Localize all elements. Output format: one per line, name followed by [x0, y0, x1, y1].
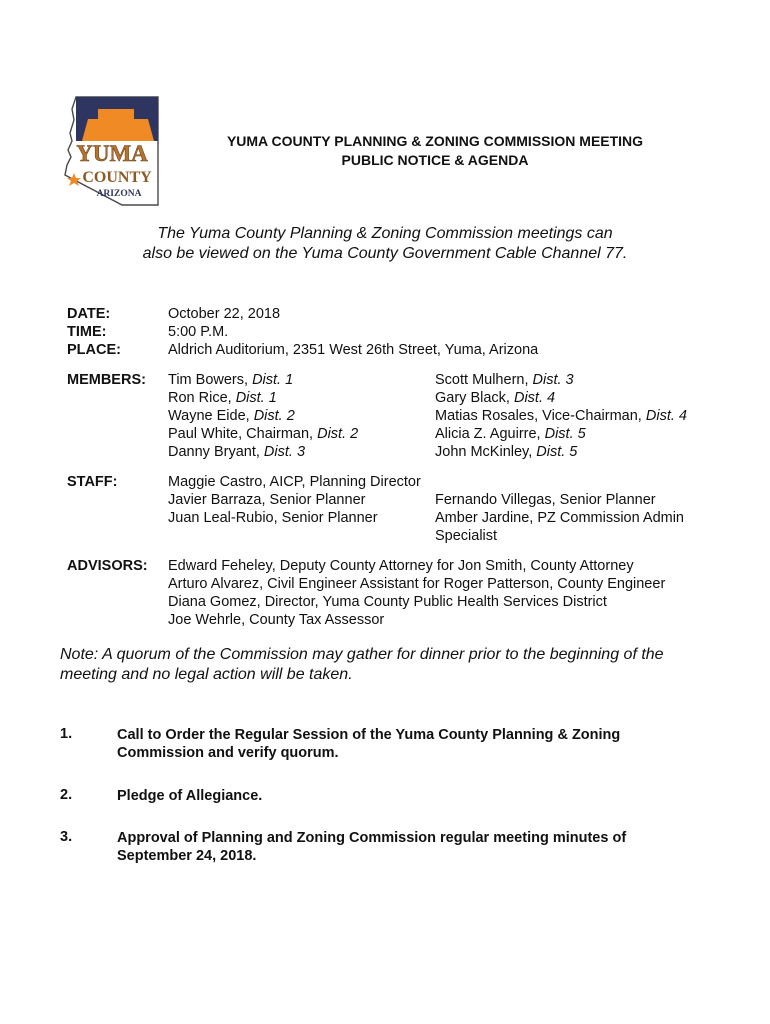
agenda-item-minutes-approval: Approval of Planning and Zoning Commission regular meeting minutes of September 24, 2018. — [117, 830, 627, 864]
advisor-entry: Edward Feheley, Deputy County Attorney for Jon Smith, County Attorney — [168, 558, 634, 574]
staff-label: STAFF: — [67, 474, 118, 490]
advisors-label: ADVISORS: — [67, 558, 148, 574]
yuma-county-logo — [62, 95, 160, 207]
advisor-entry: Diana Gomez, Director, Yuma County Public Health Services District — [168, 594, 607, 610]
member-entry: Wayne Eide, Dist. 2 — [168, 408, 295, 424]
quorum-note-line-2: meeting and no legal action will be taken. — [60, 666, 353, 683]
member-entry: Scott Mulhern, Dist. 3 — [435, 372, 574, 388]
member-entry: John McKinley, Dist. 5 — [435, 444, 578, 460]
member-entry: Gary Black, Dist. 4 — [435, 390, 556, 406]
intro-line-1: The Yuma County Planning & Zoning Commission meetings can — [157, 225, 613, 242]
agenda-item-number: 2. — [60, 787, 73, 803]
members-label: MEMBERS: — [67, 372, 146, 388]
advisor-entry: Arturo Alvarez, Civil Engineer Assistant for Roger Patterson, County Engineer — [168, 576, 666, 592]
member-entry: Paul White, Chairman, Dist. 2 — [168, 426, 359, 442]
intro-line-2: also be viewed on the Yuma County Government Cable Channel 77. — [142, 245, 628, 262]
agenda-item-number: 1. — [60, 726, 73, 742]
member-entry: Alicia Z. Aguirre, Dist. 5 — [435, 426, 586, 442]
time-label: TIME: — [67, 324, 107, 340]
staff-director: Maggie Castro, AICP, Planning Director — [168, 474, 421, 490]
member-entry: Danny Bryant, Dist. 3 — [168, 444, 306, 460]
date-value: October 22, 2018 — [168, 306, 281, 322]
time-value: 5:00 P.M. — [168, 324, 229, 340]
agenda-item-pledge: Pledge of Allegiance. — [117, 788, 263, 804]
agenda-item-call-to-order: Call to Order the Regular Session of the Yuma County Planning & Zoning Commission and verify quorum. — [117, 727, 621, 761]
place-value: Aldrich Auditorium, 2351 West 26th Street, Yuma, Arizona — [168, 342, 539, 358]
document-title: YUMA COUNTY PLANNING & ZONING COMMISSION MEETING — [226, 133, 644, 149]
advisor-entry: Joe Wehrle, County Tax Assessor — [168, 612, 385, 628]
quorum-note-line-1: Note: A quorum of the Commission may gather for dinner prior to the beginning of the — [60, 646, 664, 663]
member-entry: Tim Bowers, Dist. 1 — [168, 372, 294, 388]
member-entry: Ron Rice, Dist. 1 — [168, 390, 277, 406]
staff-entry: Amber Jardine, PZ Commission Admin — [435, 510, 684, 526]
agenda-item-number: 3. — [60, 829, 73, 845]
date-label: DATE: — [67, 306, 111, 322]
staff-entry: Fernando Villegas, Senior Planner — [435, 492, 656, 508]
logo-line1: YUMA — [76, 141, 148, 166]
place-label: PLACE: — [67, 342, 121, 358]
member-entry: Matias Rosales, Vice-Chairman, Dist. 4 — [435, 408, 687, 424]
staff-entry: Javier Barraza, Senior Planner — [168, 492, 366, 508]
staff-entry: Juan Leal-Rubio, Senior Planner — [168, 510, 378, 526]
logo-line3: ARIZONA — [96, 189, 142, 199]
staff-entry: Specialist — [435, 528, 498, 544]
document-subtitle: PUBLIC NOTICE & AGENDA — [341, 152, 529, 168]
logo-line2: COUNTY — [82, 169, 152, 186]
